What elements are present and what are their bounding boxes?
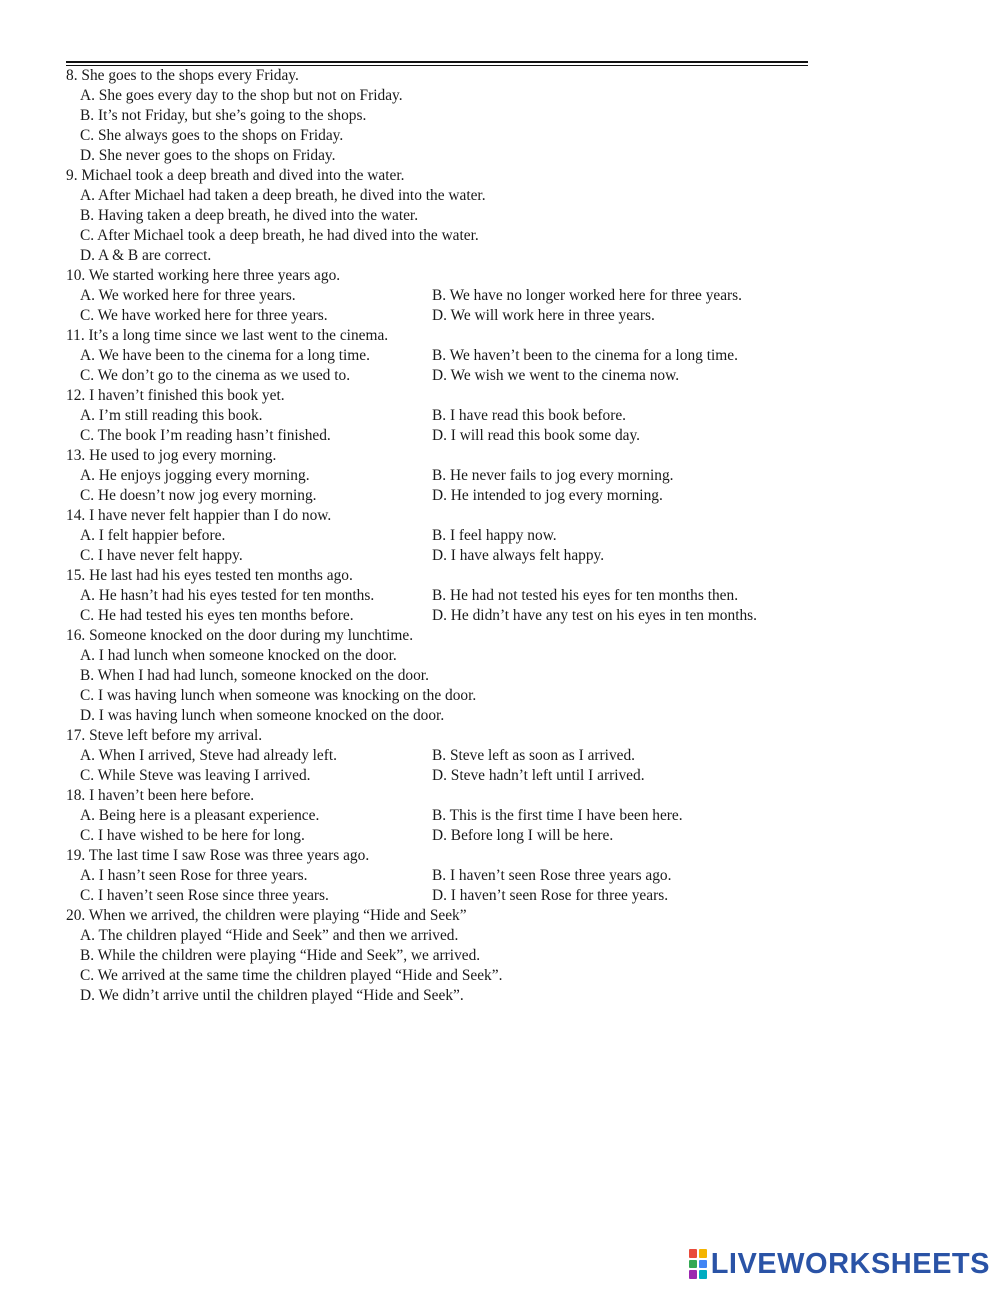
option-row xyxy=(66,766,826,786)
question-block xyxy=(66,166,826,266)
answer-option-c: C. She always goes to the shops on Friday. xyxy=(80,127,344,144)
answer-option-a: A. The children played “Hide and Seek” and then we arrived. xyxy=(80,927,459,944)
question-list xyxy=(66,66,826,1006)
answer-option-a: A. I had lunch when someone knocked on the door. xyxy=(80,647,397,664)
question-block xyxy=(66,846,826,906)
answer-option-b: B. Steve left as soon as I arrived. xyxy=(432,747,636,764)
answer-option-d: D. I have always felt happy. xyxy=(432,547,605,564)
question-stem: 18. I haven’t been here before. xyxy=(66,787,255,804)
answer-option-a: A. She goes every day to the shop but not on Friday. xyxy=(80,87,403,104)
question-stem: 20. When we arrived, the children were playing “Hide and Seek” xyxy=(66,907,467,924)
question-block xyxy=(66,266,826,326)
answer-option-c: C. While Steve was leaving I arrived. xyxy=(80,767,311,784)
answer-option-b: B. We have no longer worked here for three years. xyxy=(432,287,743,304)
answer-option-b: B. He never fails to jog every morning. xyxy=(432,467,674,484)
question-block xyxy=(66,726,826,786)
question-stem: 19. The last time I saw Rose was three years ago. xyxy=(66,847,370,864)
answer-option-b: B. I have read this book before. xyxy=(432,407,627,424)
logo-mark-icon xyxy=(689,1249,707,1279)
option-row xyxy=(66,606,826,626)
answer-option-c: C. We have worked here for three years. xyxy=(80,307,328,324)
logo-square xyxy=(689,1249,697,1258)
answer-option-d: D. He didn’t have any test on his eyes in ten months. xyxy=(432,607,758,624)
logo-square xyxy=(689,1260,697,1269)
option-row xyxy=(66,346,826,366)
liveworksheets-logo xyxy=(689,1247,990,1281)
answer-option-a: A. We worked here for three years. xyxy=(80,287,296,304)
answer-option-c: C. He had tested his eyes ten months before. xyxy=(80,607,354,624)
question-stem: 9. Michael took a deep breath and dived into the water. xyxy=(66,167,405,184)
answer-option-d: D. We didn’t arrive until the children played “Hide and Seek”. xyxy=(80,987,464,1004)
answer-option-a: A. I’m still reading this book. xyxy=(80,407,263,424)
answer-option-b: B. While the children were playing “Hide and Seek”, we arrived. xyxy=(80,947,481,964)
question-block xyxy=(66,326,826,386)
question-stem: 10. We started working here three years ago. xyxy=(66,267,341,284)
question-stem: 11. It’s a long time since we last went to the cinema. xyxy=(66,327,389,344)
answer-option-c: C. The book I’m reading hasn’t finished. xyxy=(80,427,331,444)
question-stem: 16. Someone knocked on the door during my lunchtime. xyxy=(66,627,414,644)
answer-option-b: B. Having taken a deep breath, he dived into the water. xyxy=(80,207,419,224)
question-stem: 17. Steve left before my arrival. xyxy=(66,727,263,744)
answer-option-c: C. I have wished to be here for long. xyxy=(80,827,305,844)
logo-square xyxy=(699,1260,707,1269)
question-stem: 15. He last had his eyes tested ten months ago. xyxy=(66,567,353,584)
logo-text: LIVEWORKSHEETS xyxy=(710,1247,990,1280)
option-row xyxy=(66,886,826,906)
question-stem: 14. I have never felt happier than I do now. xyxy=(66,507,332,524)
answer-option-c: C. He doesn’t now jog every morning. xyxy=(80,487,317,504)
answer-option-d: D. Before long I will be here. xyxy=(432,827,614,844)
question-block xyxy=(66,506,826,566)
option-row xyxy=(66,806,826,826)
option-row xyxy=(66,286,826,306)
logo-square xyxy=(689,1270,697,1279)
logo-square xyxy=(699,1249,707,1258)
option-row xyxy=(66,366,826,386)
answer-option-b: B. It’s not Friday, but she’s going to the shops. xyxy=(80,107,367,124)
question-stem: 8. She goes to the shops every Friday. xyxy=(66,67,299,84)
answer-option-d: D. We will work here in three years. xyxy=(432,307,655,324)
answer-option-d: D. I haven’t seen Rose for three years. xyxy=(432,887,669,904)
option-row xyxy=(66,466,826,486)
top-rule xyxy=(66,61,808,63)
question-block xyxy=(66,386,826,446)
answer-option-d: D. I was having lunch when someone knocked on the door. xyxy=(80,707,445,724)
option-row xyxy=(66,526,826,546)
answer-option-d: D. She never goes to the shops on Friday. xyxy=(80,147,336,164)
answer-option-a: A. He enjoys jogging every morning. xyxy=(80,467,310,484)
option-row xyxy=(66,306,826,326)
question-block xyxy=(66,66,826,166)
answer-option-c: C. I haven’t seen Rose since three years. xyxy=(80,887,329,904)
logo-square xyxy=(699,1270,707,1279)
answer-option-b: B. He had not tested his eyes for ten months then. xyxy=(432,587,739,604)
question-block xyxy=(66,626,826,726)
option-row xyxy=(66,746,826,766)
answer-option-a: A. I felt happier before. xyxy=(80,527,226,544)
answer-option-a: A. Being here is a pleasant experience. xyxy=(80,807,320,824)
option-row xyxy=(66,406,826,426)
question-block xyxy=(66,786,826,846)
answer-option-b: B. We haven’t been to the cinema for a long time. xyxy=(432,347,738,364)
question-block xyxy=(66,446,826,506)
option-row xyxy=(66,486,826,506)
answer-option-a: A. After Michael had taken a deep breath, he dived into the water. xyxy=(80,187,486,204)
answer-option-c: C. We don’t go to the cinema as we used to. xyxy=(80,367,351,384)
option-row xyxy=(66,866,826,886)
answer-option-d: D. A & B are correct. xyxy=(80,247,212,264)
option-row xyxy=(66,586,826,606)
answer-option-d: D. We wish we went to the cinema now. xyxy=(432,367,680,384)
answer-option-d: D. Steve hadn’t left until I arrived. xyxy=(432,767,645,784)
answer-option-b: B. I feel happy now. xyxy=(432,527,557,544)
answer-option-d: D. He intended to jog every morning. xyxy=(432,487,663,504)
option-row xyxy=(66,826,826,846)
answer-option-b: B. This is the first time I have been here. xyxy=(432,807,683,824)
answer-option-a: A. He hasn’t had his eyes tested for ten months. xyxy=(80,587,375,604)
answer-option-a: A. When I arrived, Steve had already left. xyxy=(80,747,337,764)
answer-option-d: D. I will read this book some day. xyxy=(432,427,641,444)
question-block xyxy=(66,906,826,1006)
answer-option-a: A. I hasn’t seen Rose for three years. xyxy=(80,867,308,884)
option-row xyxy=(66,546,826,566)
answer-option-c: C. I have never felt happy. xyxy=(80,547,243,564)
answer-option-a: A. We have been to the cinema for a long time. xyxy=(80,347,370,364)
question-stem: 13. He used to jog every morning. xyxy=(66,447,277,464)
question-block xyxy=(66,566,826,626)
option-row xyxy=(66,426,826,446)
question-stem: 12. I haven’t finished this book yet. xyxy=(66,387,285,404)
answer-option-c: C. After Michael took a deep breath, he had dived into the water. xyxy=(80,227,479,244)
answer-option-b: B. When I had had lunch, someone knocked on the door. xyxy=(80,667,429,684)
answer-option-c: C. I was having lunch when someone was knocking on the door. xyxy=(80,687,477,704)
answer-option-c: C. We arrived at the same time the children played “Hide and Seek”. xyxy=(80,967,503,984)
answer-option-b: B. I haven’t seen Rose three years ago. xyxy=(432,867,672,884)
